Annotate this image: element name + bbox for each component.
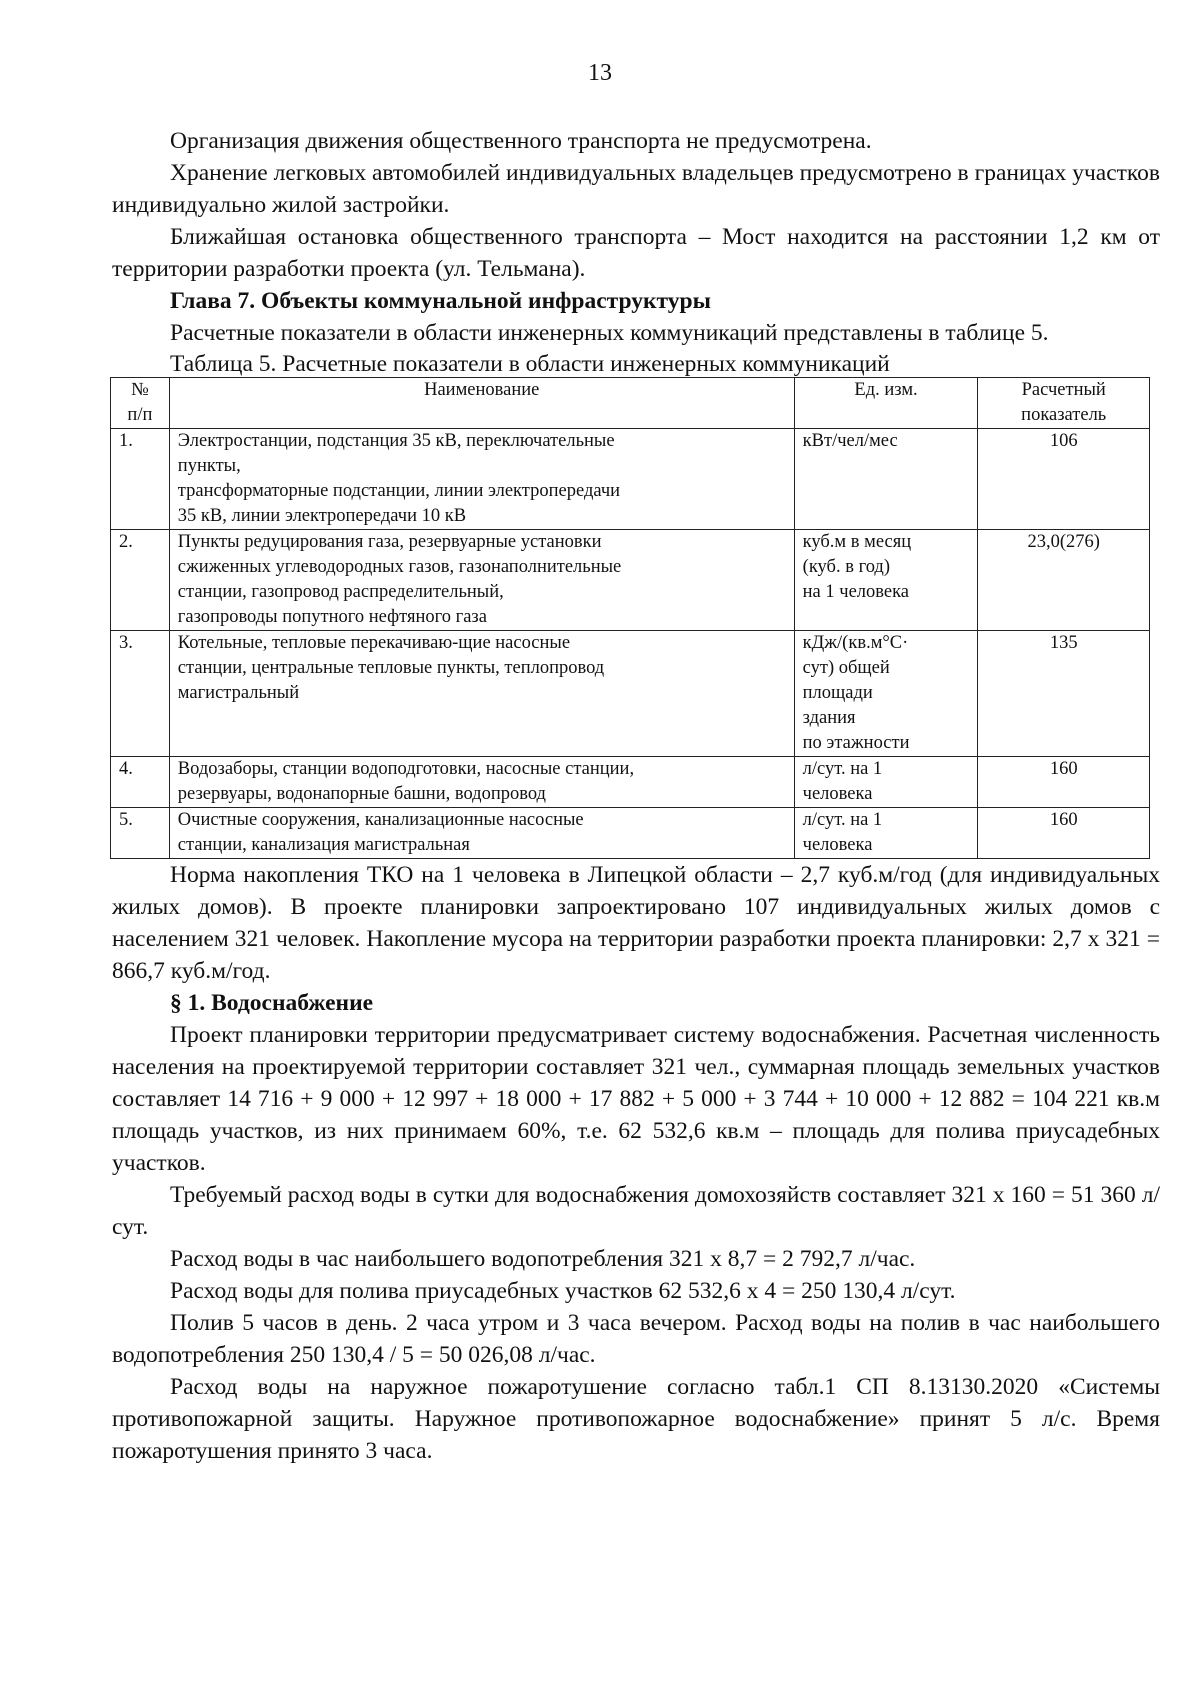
paragraph-water-system: Проект планировки территории предусматривает систему водоснабжения. Расчетная численность населения на проектируемой территории составляет 321 чел., суммарная площадь земельных участков составляет 14 716 + 9 000 + 12 997 + 18 000 + 17 882 + 5 000 + 3 744 + 10 000 + 12 882 = 104 221 кв.м площадь участков, из них принимаем 60%, т.е. 62 532,6 кв.м – площадь для полива приусадебных участков. [112,1022,1160,1176]
paragraph-daily-consumption: Требуемый расход воды в сутки для водоснабжения домохозяйств составляет 321 х 160 = 51 360 л/сут. [112,1182,1160,1240]
paragraph-waste: Норма накопления ТКО на 1 человека в Липецкой области – 2,7 куб.м/год (для индивидуальных жилых домов). В проекте планировки запроектировано 107 индивидуальных жилых домов с населением 321 человек. Накопление мусора на территории разработки проекта планировки: 2,7 х 321 = 866,7 куб.м/год. [112,862,1160,984]
header-unit: Ед. изм. [794,378,978,429]
table-row [111,530,1150,631]
row-unit: л/сут. на 1 человека [794,757,978,808]
row-value: 23,0(276) [978,530,1150,631]
row-number: 4. [111,757,170,808]
table-header-row [111,378,1150,429]
row-value: 160 [978,808,1150,859]
row-name: Пункты редуцирования газа, резервуарные установки сжиженных углеводородных газов, газонаполнительные станции, газопровод распределительный, газопроводы попутного нефтяного газа [169,530,794,631]
row-unit: л/сут. на 1 человека [794,808,978,859]
table-row [111,429,1150,530]
table-row [111,631,1150,757]
table-row [111,757,1150,808]
row-name: Электростанции, подстанция 35 кВ, переключательные пункты, трансформаторные подстанции, линии электропередачи 35 кВ, линии электропередачи 10 кВ [169,429,794,530]
paragraph-irrigation-hours: Полив 5 часов в день. 2 часа утром и 3 часа вечером. Расход воды на полив в час наибольшего водопотребления 250 130,4 / 5 = 50 026,08 л/час. [112,1310,1160,1368]
row-unit: куб.м в месяц (куб. в год) на 1 человека [794,530,978,631]
paragraph-fire-fighting: Расход воды на наружное пожаротушение согласно табл.1 СП 8.13130.2020 «Системы противопожарной защиты. Наружное противопожарное водоснабжение» принят 5 л/с. Время пожаротушения принято 3 часа. [112,1374,1160,1464]
utility-norms-table [110,377,1150,859]
row-value: 106 [978,429,1150,530]
chapter-heading: Глава 7. Объекты коммунальной инфраструктуры [170,288,711,314]
row-name: Котельные, тепловые перекачиваю-щие насосные станции, центральные тепловые пункты, теплопровод магистральный [169,631,794,757]
row-number: 1. [111,429,170,530]
row-unit: кВт/чел/мес [794,429,978,530]
row-number: 2. [111,530,170,631]
row-value: 135 [978,631,1150,757]
row-number: 5. [111,808,170,859]
document-body [112,125,1160,1467]
row-unit: кДж/(кв.м°С· сут) общей площади здания по этажности [794,631,978,757]
header-number: № п/п [111,378,170,429]
row-name: Водозаборы, станции водоподготовки, насосные станции, резервуары, водонапорные башни, водопровод [169,757,794,808]
paragraph-peak-hour: Расход воды в час наибольшего водопотребления 321 х 8,7 = 2 792,7 л/час. [170,1246,916,1272]
row-number: 3. [111,631,170,757]
header-value: Расчетный показатель [978,378,1150,429]
table-caption: Таблица 5. Расчетные показатели в области инженерных коммуникаций [170,351,890,377]
table-row [111,808,1150,859]
paragraph-irrigation: Расход воды для полива приусадебных участков 62 532,6 х 4 = 250 130,4 л/сут. [170,1278,956,1304]
paragraph-bus-stop: Ближайшая остановка общественного транспорта – Мост находится на расстоянии 1,2 км от территории разработки проекта (ул. Тельмана). [112,224,1160,282]
header-name: Наименование [169,378,794,429]
chapter-intro: Расчетные показатели в области инженерных коммуникаций представлены в таблице 5. [170,320,1049,346]
page-number: 13 [588,60,612,86]
row-value: 160 [978,757,1150,808]
paragraph-parking: Хранение легковых автомобилей индивидуальных владельцев предусмотрено в границах участков индивидуально жилой застройки. [112,160,1160,218]
section-heading: § 1. Водоснабжение [170,990,374,1016]
row-name: Очистные сооружения, канализационные насосные станции, канализация магистральная [169,808,794,859]
paragraph-transport: Организация движения общественного транспорта не предусмотрена. [170,128,872,154]
